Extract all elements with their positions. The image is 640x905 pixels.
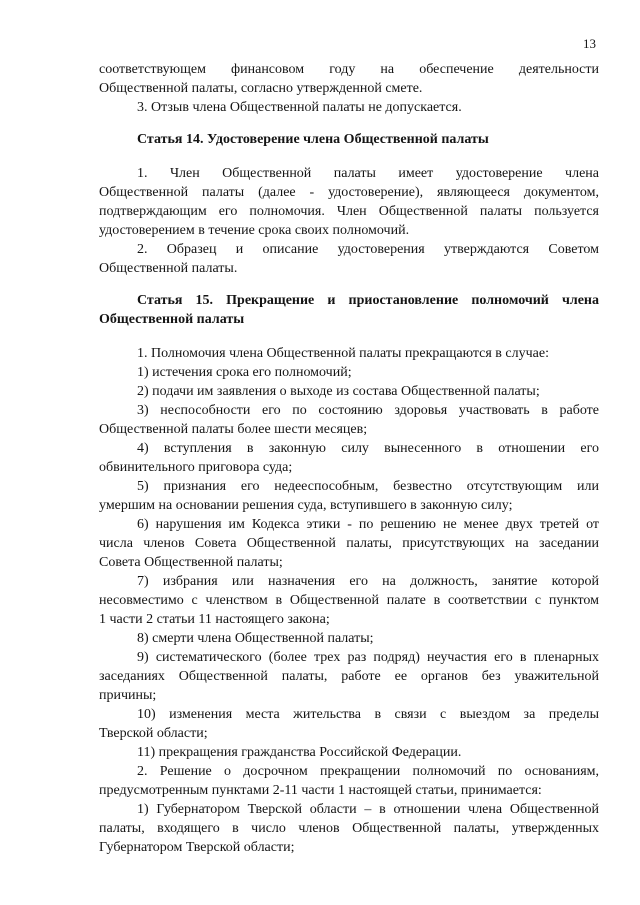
list-item-line: Губернатором Тверской области; [99,840,295,855]
list-item-line: палаты, входящего в число членов Общественной палаты, утвержденных [99,821,599,836]
article-14-heading: Статья 14. Удостоверение члена Общественной палаты [137,132,489,147]
list-item: 10) изменения места жительства в связи с выездом за пределы [137,707,599,722]
list-item-line: причины; [99,688,157,703]
list-item-line: Общественной палаты более шести месяцев; [99,422,368,437]
list-item-line: числа членов Совета Общественной палаты, присутствующих на заседании [99,536,599,551]
paragraph-line: предусмотренным пунктами 2-11 части 1 настоящей статьи, принимается: [99,783,542,798]
list-item-line: несовместимо с членством в Общественной палате в соответствии с пунктом [99,593,599,608]
article-15-heading: Статья 15. Прекращение и приостановление полномочий члена [137,293,599,308]
article-15-heading-line: Общественной палаты [99,312,245,327]
paragraph-line: 1. Член Общественной палаты имеет удостоверение члена [137,166,599,181]
paragraph-line: Общественной палаты. [99,261,238,276]
paragraph-line: соответствующем финансовом году на обеспечение деятельности [99,62,599,77]
paragraph-line: удостоверением в течение срока своих полномочий. [99,223,410,238]
paragraph-line: Общественной палаты, согласно утвержденной смете. [99,81,423,96]
list-item: 2) подачи им заявления о выходе из состава Общественной палаты; [137,384,540,399]
list-item: 1) Губернатором Тверской области – в отношении члена Общественной [137,802,599,817]
paragraph-line: 2. Решение о досрочном прекращении полномочий по основаниям, [137,764,599,779]
list-item-line: Совета Общественной палаты; [99,555,283,570]
list-item: 6) нарушения им Кодекса этики - по решению не менее двух третей от [137,517,599,532]
list-item-line: 1 части 2 статьи 11 настоящего закона; [99,612,330,627]
list-item: 1) истечения срока его полномочий; [137,365,352,380]
list-item: 4) вступления в законную силу вынесенного в отношении его [137,441,599,456]
paragraph-line: 3. Отзыв члена Общественной палаты не допускается. [137,100,462,115]
page-number: 13 [583,36,596,51]
list-item: 7) избрания или назначения его на должность, занятие которой [137,574,599,589]
paragraph-line: подтверждающим его полномочия. Член Общественной палаты пользуется [99,204,599,219]
list-item-line: заседаниях Общественной палаты, работе ее органов без уважительной [99,669,599,684]
list-item: 8) смерти члена Общественной палаты; [137,631,374,646]
list-item: 3) неспособности его по состоянию здоровья участвовать в работе [137,403,599,418]
list-item: 11) прекращения гражданства Российской Федерации. [137,745,462,760]
paragraph-line: 1. Полномочия члена Общественной палаты прекращаются в случае: [137,346,549,361]
paragraph-line: 2. Образец и описание удостоверения утверждаются Советом [137,242,599,257]
paragraph-line: Общественной палаты (далее - удостоверение), являющееся документом, [99,185,599,200]
list-item: 9) систематического (более трех раз подряд) неучастия его в пленарных [137,650,599,665]
list-item-line: умершим на основании решения суда, вступившего в законную силу; [99,498,513,513]
list-item-line: Тверской области; [99,726,208,741]
list-item: 5) признания его недееспособным, безвестно отсутствующим или [137,479,599,494]
list-item-line: обвинительного приговора суда; [99,460,293,475]
